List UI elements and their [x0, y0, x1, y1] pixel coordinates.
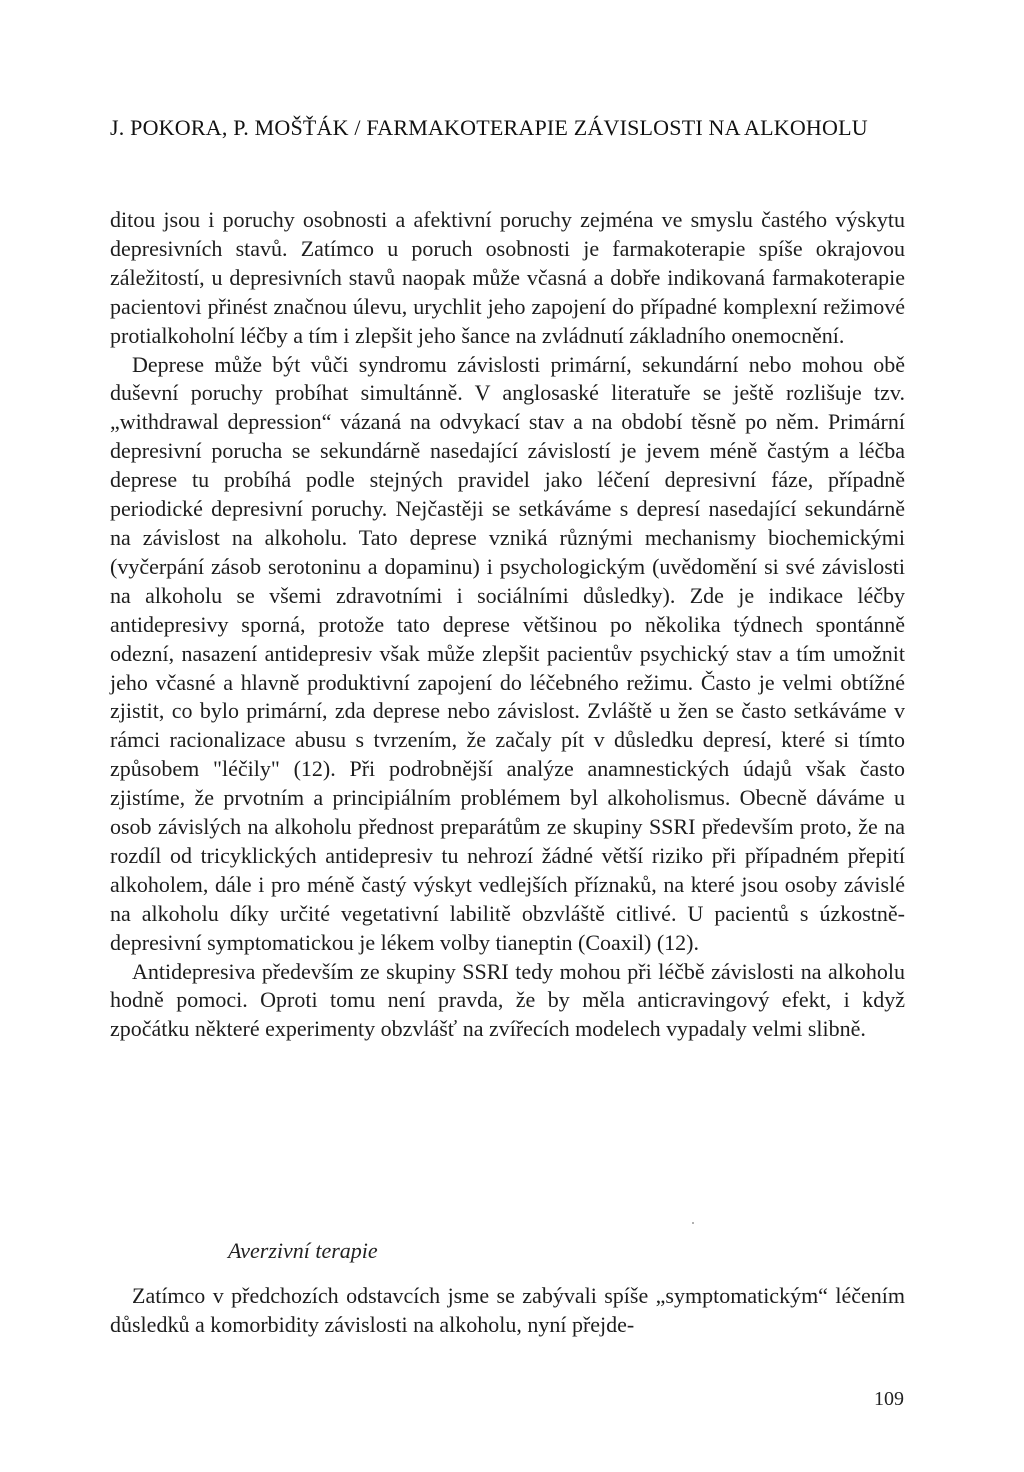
page-number: 109	[874, 1388, 904, 1410]
running-header	[110, 113, 910, 143]
paragraph-depression: Deprese může být vůči syndromu závislosti primární, sekundární nebo mohou obě duševní poruchy probíhat simultánně. V anglosaské literatuře se ještě rozlišuje tzv. „withdrawal depression“ vázaná na odvykací stav a na období těsně po něm. Primární depresivní porucha se sekundárně nasedající závislostí je jevem méně častým a léčba deprese tu probíhá podle stejných pravidel jako léčení depresivní fáze, případně periodické depresivní poruchy. Nejčastěji se setkáváme s depresí nasedající sekundárně na závislost na alkoholu. Tato deprese vzniká různými mechanismy biochemickými (vyčerpání zásob serotoninu a dopaminu) i psychologickým (uvědomění si své závislosti na alkoholu se všemi zdravotními i sociálními důsledky). Zde je indikace léčby antidepresivy sporná, protože tato deprese většinou po několika týdnech spontánně odezní, nasazení antidepresiv však může zlepšit pacientův psychický stav a tím umožnit jeho včasné a hlavně produktivní zapojení do léčebného režimu. Často je velmi obtížné zjistit, co bylo primární, zda deprese nebo závislost. Zvláště u žen se často setkáváme v rámci racionalizace abusu s tvrzením, že začaly pít v důsledku depresí, které si tímto způsobem "léčily" (12). Při podrobnější analýze anamnestických údajů však často zjistíme, že prvotním a principiálním problémem byl alkoholismus. Obecně dáváme u osob závislých na alkoholu přednost preparátům ze skupiny SSRI především proto, že na rozdíl od tricyklických antidepresiv tu nehrozí žádné větší riziko při případném přepití alkoholem, dále i pro méně častý výskyt vedlejších příznaků, na které jsou osoby závislé na alkoholu díky určité vegetativní labilitě obzvláště citlivé. U pacientů s úzkostně-depresivní symptomatickou je lékem volby tianeptin (Coaxil) (12).	[110, 351, 905, 955]
paragraph-continuation: ditou jsou i poruchy osobnosti a afektivní poruchy zejména ve smyslu častého výskytu depresivních stavů. Zatímco u poruch osobnosti je farmakoterapie spíše okrajovou záležitostí, u depresivních stavů naopak může včasná a dobře indikovaná farmakoterapie pacientovi přinést značnou úlevu, urychlit jeho zapojení do případné komplexní režimové protialkoholní léčby a tím i zlepšit jeho šance na zvládnutí základního onemocnění.	[110, 207, 905, 348]
section-heading: Averzivní terapie	[228, 1238, 378, 1263]
scan-speck	[692, 1222, 694, 1224]
main-text	[110, 206, 905, 1044]
section-paragraph: Zatímco v předchozích odstavcích jsme se zabývali spíše „symptomatickým“ léčením důsledků a komorbidity závislosti na alkoholu, nyní přejde-	[110, 1283, 905, 1337]
paragraph-ssri: Antidepresiva především ze skupiny SSRI tedy mohou při léčbě závislosti na alkoholu hodně pomoci. Oproti tomu není pravda, že by měla anticravingový efekt, i když zpočátku některé experimenty obzvlášť na zvířecích modelech vypadaly velmi slibně.	[110, 958, 905, 1042]
running-title: J. POKORA, P. MOŠŤÁK / FARMAKOTERAPIE ZÁVISLOSTI NA ALKOHOLU	[110, 115, 868, 140]
